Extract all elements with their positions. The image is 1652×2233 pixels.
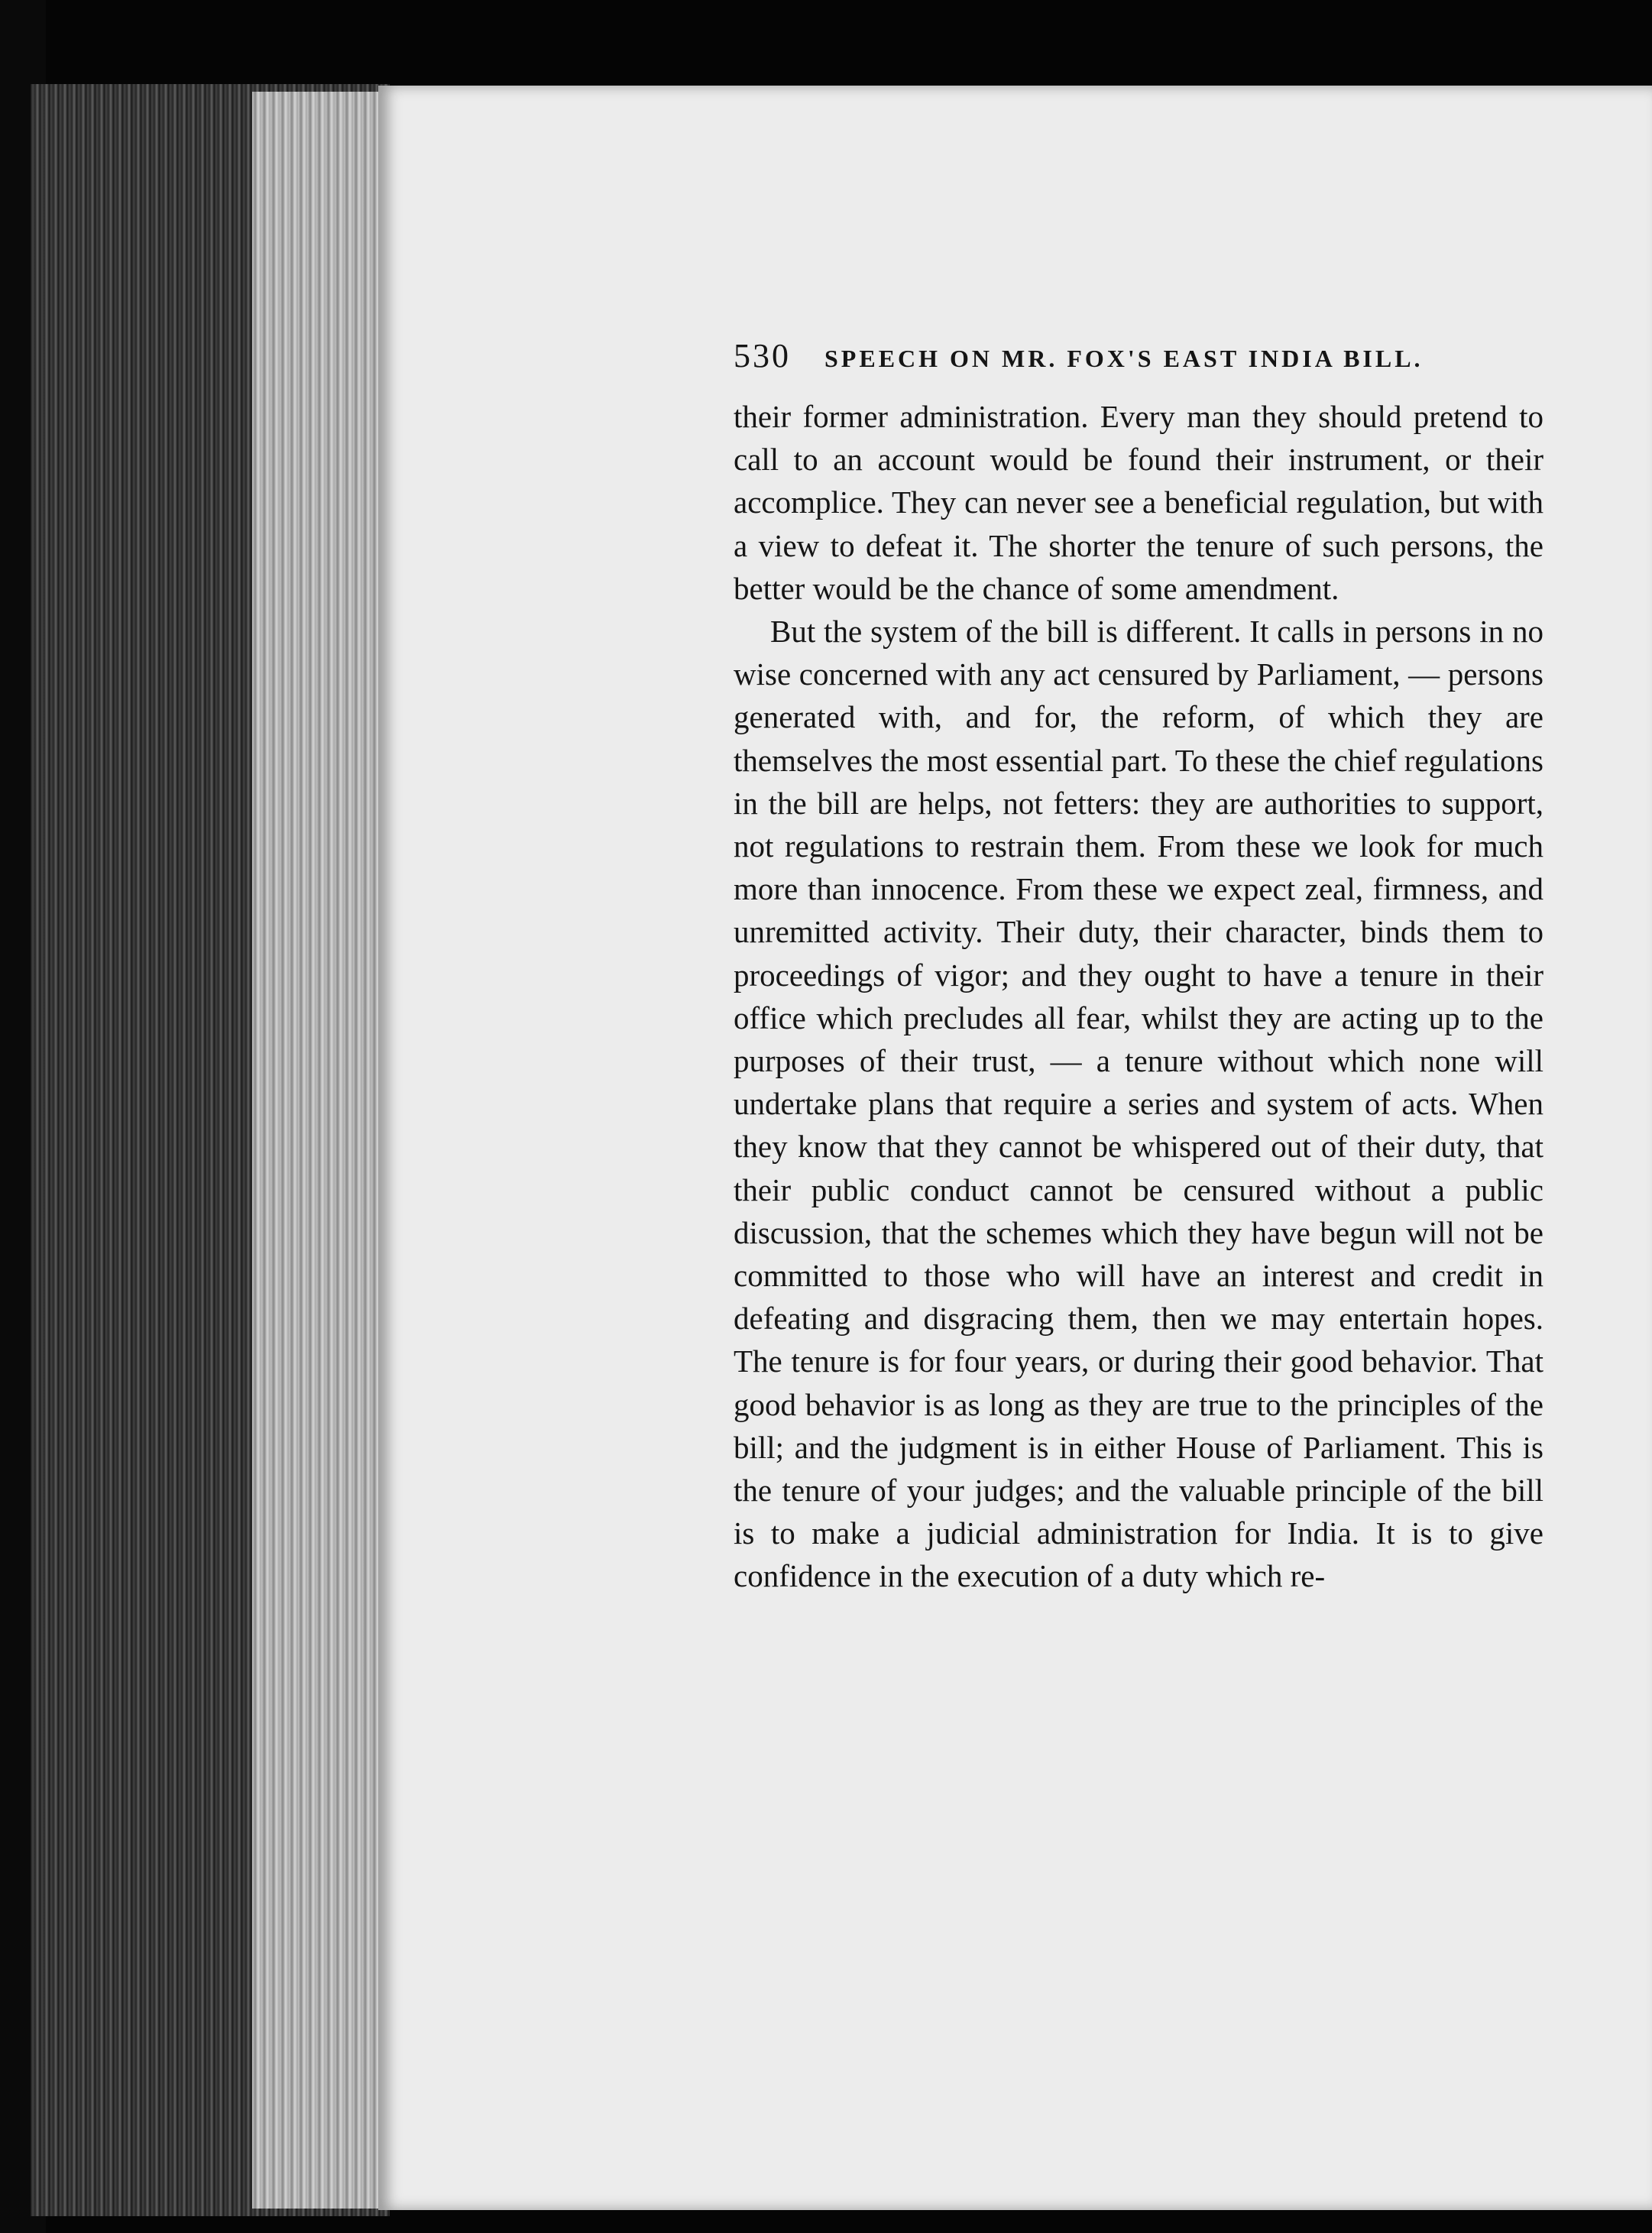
- page-text: [734, 336, 1543, 1598]
- running-head: SPEECH ON MR. FOX'S EAST INDIA BILL.: [824, 345, 1424, 372]
- page-header: [734, 336, 1543, 375]
- book-page-edges-highlight: [252, 92, 390, 2209]
- paragraph: their former administration. Every man they should pretend to call to an account would be found their instrument, or their accomplice. They can never see a beneficial regulation, but with a view to defeat it. The shorter the tenure of such persons, the better would be the chance of some amendment.: [734, 399, 1543, 606]
- paragraph: But the system of the bill is different. It calls in persons in no wise concerned with any act censured by Parliament, — persons generated with, and for, the reform, of which they are themselves the most essential part. To these the chief regulations in the bill are helps, not fetters: they are authorities to support, not regulations to restrain them. From these we look for much more than innocence. From these we expect zeal, firmness, and unremitted activity. Their duty, their character, binds them to proceedings of vigor; and they ought to have a tenure in their office which precludes all fear, whilst they are acting up to the purposes of their trust, — a tenure without which none will undertake plans that require a series and system of acts. When they know that they cannot be whispered out of their duty, that their public conduct cannot be censured without a public discussion, that the schemes which they have begun will not be committed to those who will have an interest and credit in defeating and disgracing them, then we may entertain hopes. The tenure is for four years, or during their good behavior. That good behavior is as long as they are true to the principles of the bill; and the judgment is in either House of Parliament. This is the tenure of your judges; and the valuable principle of the bill is to make a judicial administration for India. It is to give confidence in the execution of a duty which re-: [734, 614, 1543, 1594]
- page-number: 530: [734, 337, 791, 374]
